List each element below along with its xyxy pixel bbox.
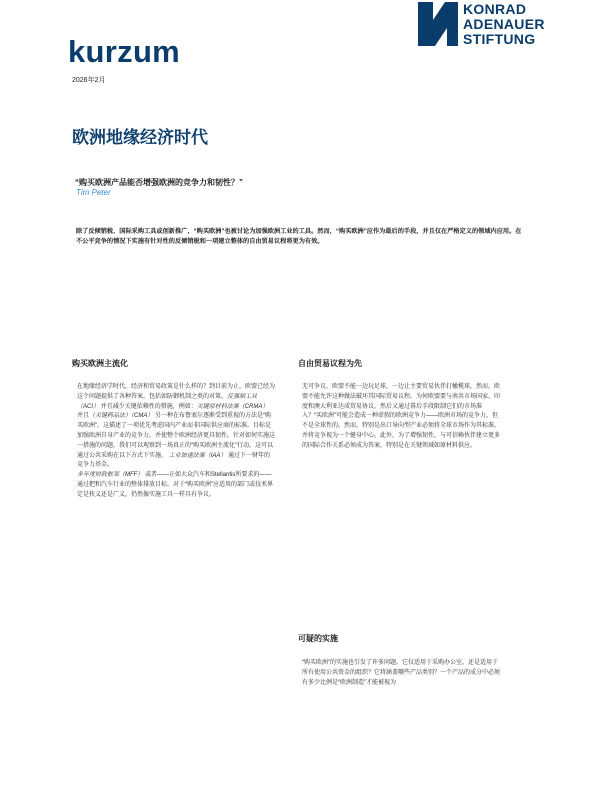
body-text: 或者——正如大众汽车和Stellantis所要求的——通过把和汽车行业的整体排放目标。对于“购买欧洲”应适用的部门或技术界定是狭义还是广义，仍然像实施工具一样具有争议。 — [77, 472, 273, 498]
section-body-free-trade: 无可争议，欧盟不能一边玩足球，一边让主要贸易伙伴打橄榄球。然而，欧盟不能允许这种做法破坏其国际贸易议程。为何欧盟要与南共市场国家、印度和澳大利亚达成贸易协议，然后又通过幕后手段限制它们的市场准入？“买欧洲”可能会造成一种虚假的欧洲竞争力——欧洲市场的竞争力，但不是全球性的。然而，特别是出口导向型产业必须将全球市场作为其标准，并将竞争视为一个健身中心。此外，为了增强韧性，与可信赖伙伴建立更多的国际合作关系必须成为答案，特别是在关键领域如原材料供应。 — [302, 384, 501, 449]
article-subtitle: “购买欧洲产品能否增强欧洲的竞争力和韧性？” — [75, 178, 243, 187]
section-heading-implementation: 可疑的实施 — [298, 634, 338, 643]
kas-logo-mark-icon — [418, 2, 458, 46]
italic-term-crma: 关键原材料法案（CRMA） — [196, 403, 269, 410]
logo-line-2: ADENAUER — [463, 16, 545, 32]
body-text: 并且 — [77, 413, 90, 420]
body-text: 并且减少关键依赖性的措施，例如： — [100, 403, 197, 410]
body-text: 另一种在布鲁塞尔逐渐受到重视的方法是“购买欧洲”。这描述了一项优先考虑国内产业而非国际供应商的标准。目标是加强欧洲自身产业的竞争力，并使整个欧洲经济更具韧性。针对如何实施这一措施的问题，我们可以观察到一场真正的“购买欧洲主流化”行动。这可以通过公共采购在以下方式下实施。 — [77, 413, 276, 459]
section-heading-mainstreaming: 购买欧洲主流化 — [72, 359, 128, 368]
italic-term-mff: 多年度财政框架（MFF） — [77, 472, 144, 479]
article-title: 欧洲地缘经济时代 — [72, 128, 208, 147]
italic-term-aci: 反强制工具（ACI） — [77, 393, 258, 410]
logo-line-1: KONRAD — [463, 1, 527, 17]
italic-term-cma: （关键药品法）（CMA） — [89, 413, 154, 420]
section-body-mainstreaming — [77, 383, 275, 501]
publication-date: 2026年2月 — [72, 77, 106, 84]
body-text: 在地缘经济学时代，经济和贸易政策是什么样的？到目前为止，欧盟已经为这个问题提供了各种答案，包括如防御机制之类的对策。 — [77, 384, 276, 400]
section-heading-free-trade: 自由贸易议程为先 — [298, 359, 362, 368]
section-body-implementation: “购买欧洲”的实施也引发了许多问题。它仅适用于采购办公室，还是适用于所有使用公共资金的组织？它将涵盖哪些产品类别？一个产品的成分中必须有多少比例是“欧洲制造”才能被视为 — [302, 660, 501, 686]
author-name[interactable]: Tim Peter — [76, 188, 111, 197]
body-text: 通过下一财年的竞争力基金。 — [77, 452, 271, 469]
kas-logo — [418, 2, 578, 48]
lead-paragraph: 除了反倾销税、国际采购工具或创新推广，“购买欧洲”也被讨论为加强欧洲工业的工具。然而，“购买欧洲”应作为最后的手段，并且仅在严格定义的领域内应用。在不公平竞争的情况下实施有针对性的反倾销税和一项建立整体的自由贸易议程将更为有效。 — [76, 228, 522, 245]
logo-line-3: STIFTUNG — [463, 31, 536, 47]
italic-term-iaa: 工业加速法案（IAA） — [168, 452, 227, 459]
series-name: kurzum — [68, 34, 181, 69]
